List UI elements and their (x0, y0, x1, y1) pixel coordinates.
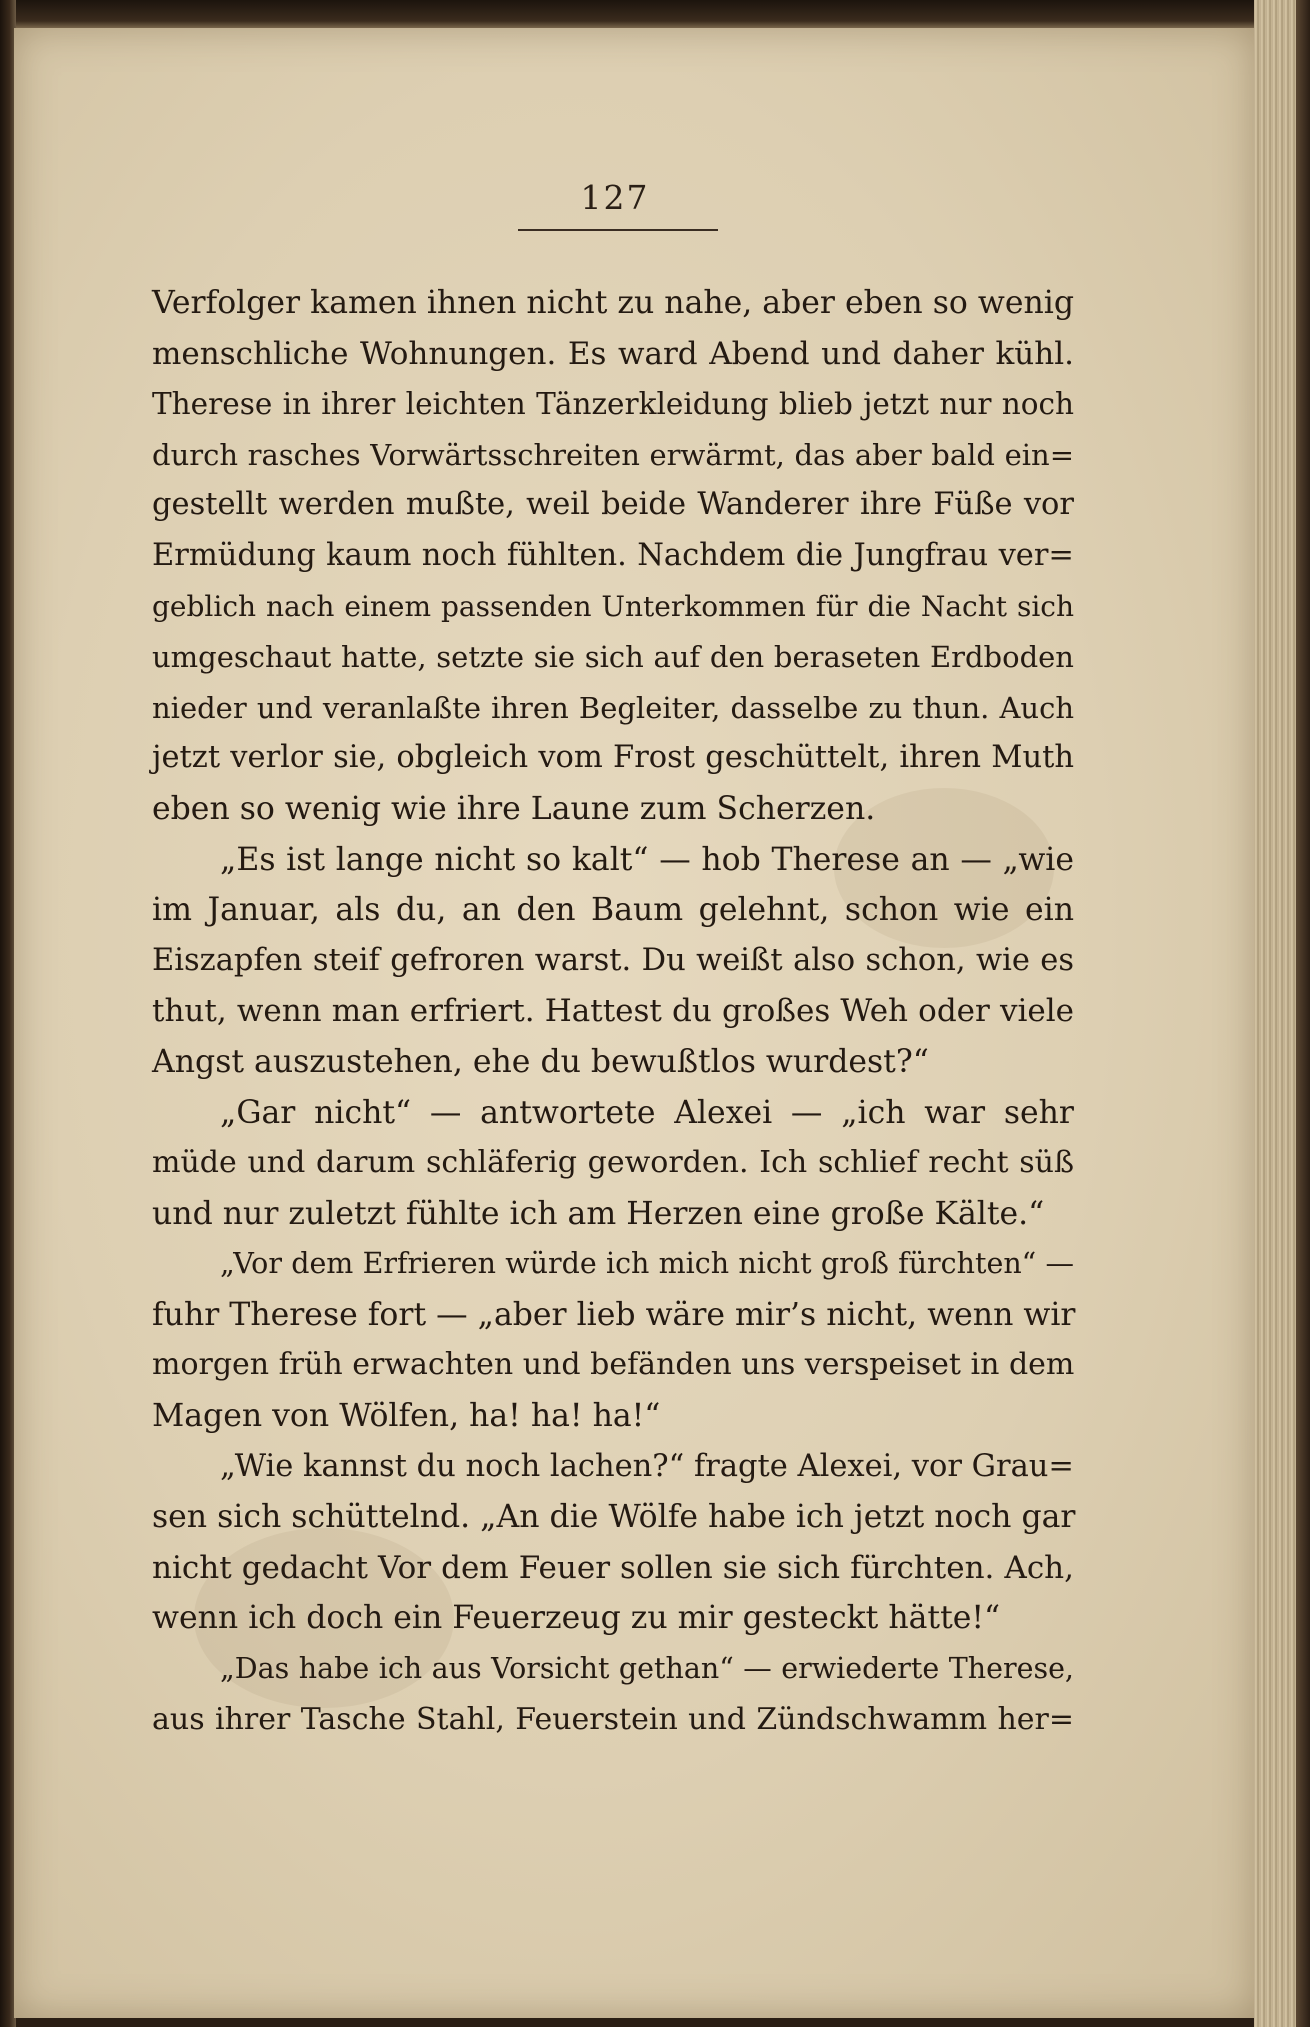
text-line: Angst auszustehen, ehe du bewußtlos wurdest?“ (152, 1043, 929, 1080)
text-line: sen sich schüttelnd. „An die Wölfe habe ich jetzt noch gar (152, 1499, 1076, 1536)
cover-edge (1296, 0, 1310, 2027)
text-line: „Es ist lange nicht so kalt“ — hob Therese an — „wie (220, 841, 1074, 878)
text-line: Therese in ihrer leichten Tänzerkleidung blieb jetzt nur noch (152, 387, 1074, 422)
text-line: thut, wenn man erfriert. Hattest du großes Weh oder viele (152, 993, 1074, 1030)
text-line: morgen früh erwachten und befänden uns verspeiset in dem (152, 1347, 1075, 1383)
text-line: „Das habe ich aus Vorsicht gethan“ — erwiederte Therese, (220, 1652, 1074, 1686)
text-line: „Wie kannst du noch lachen?“ fragte Alexei, vor Grau= (220, 1448, 1074, 1484)
page-number-rule (518, 229, 718, 231)
text-line: „Vor dem Erfrieren würde ich mich nicht groß fürchten“ — (220, 1247, 1074, 1281)
text-line: und nur zuletzt fühlte ich am Herzen eine große Kälte.“ (152, 1195, 1045, 1232)
text-line: im Januar, als du, an den Baum gelehnt, schon wie ein (152, 892, 1074, 929)
text-line: Ermüdung kaum noch fühlten. Nachdem die Jungfrau ver= (152, 537, 1074, 573)
text-line: menschliche Wohnungen. Es ward Abend und daher kühl. (152, 335, 1074, 372)
top-shadow-edge (0, 0, 1310, 30)
text-line: fuhr Therese fort — „aber lieb wäre mir’s nicht, wenn wir (152, 1296, 1076, 1333)
text-line: gestellt werden mußte, weil beide Wanderer ihre Füße vor (152, 487, 1074, 523)
text-line: wenn ich doch ein Feuerzeug zu mir gesteckt hätte!“ (152, 1600, 1001, 1637)
text-line: jetzt verlor sie, obgleich vom Frost geschüttelt, ihren Muth (152, 740, 1074, 776)
text-line: Eiszapfen steif gefroren warst. Du weißt also schon, wie es (152, 942, 1074, 978)
text-line: eben so wenig wie ihre Laune zum Scherzen. (152, 790, 876, 827)
page-number: 127 (580, 178, 650, 217)
text-line: durch rasches Vorwärtsschreiten erwärmt, das aber bald ein= (152, 437, 1074, 472)
text-line: müde und darum schläferig geworden. Ich schlief recht süß (152, 1145, 1074, 1181)
text-line: Magen von Wölfen, ha! ha! ha!“ (152, 1398, 661, 1435)
text-line: nicht gedacht Vor dem Feuer sollen sie sich fürchten. Ach, (152, 1549, 1074, 1586)
text-line: Verfolger kamen ihnen nicht zu nahe, aber eben so wenig (152, 285, 1074, 321)
body-text (152, 278, 1074, 1745)
text-line: geblich nach einem passenden Unterkommen für die Nacht sich (152, 589, 1074, 623)
text-line: nieder und veranlaßte ihren Begleiter, dasselbe zu thun. Auch (152, 690, 1074, 725)
text-line: umgeschaut hatte, setzte sie sich auf den beraseten Erdboden (152, 640, 1074, 675)
text-line: „Gar nicht“ — antwortete Alexei — „ich war sehr (220, 1094, 1074, 1131)
text-line: aus ihrer Tasche Stahl, Feuerstein und Zündschwamm her= (152, 1701, 1074, 1737)
